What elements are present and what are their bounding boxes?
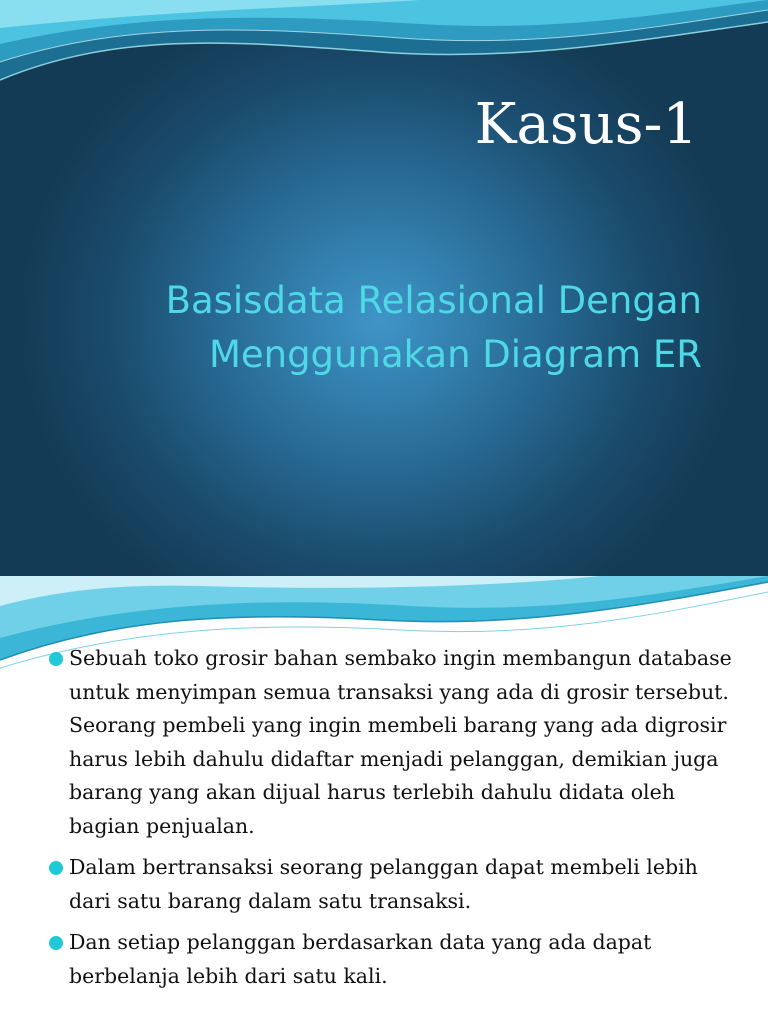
bullet-list — [46, 642, 736, 1001]
bullet-dot-icon — [49, 652, 63, 666]
bullet-text: Sebuah toko grosir bahan sembako ingin membangun database untuk menyimpan semua transaksi yang ada di grosir tersebut. Seorang pembeli yang ingin membeli barang yang ada digrosir harus lebih dahulu didaftar menjadi pelanggan, demikian juga barang yang akan dijual harus terlebih dahulu didata oleh bagian penjualan. — [69, 646, 732, 838]
bullet-text: Dalam bertransaksi seorang pelanggan dapat membeli lebih dari satu barang dalam satu transaksi. — [69, 855, 698, 913]
slide-subtitle — [22, 274, 702, 382]
subtitle-line-2: Menggunakan Diagram ER — [208, 333, 702, 376]
bullet-dot-icon — [49, 861, 63, 875]
bullet-item — [46, 642, 736, 843]
bullet-item — [46, 926, 736, 993]
bullet-dot-icon — [49, 936, 63, 950]
slide-title-text: Kasus-1 — [474, 92, 698, 157]
subtitle-line-1: Basisdata Relasional Dengan — [165, 279, 702, 322]
bullet-text: Dan setiap pelanggan berdasarkan data yang ada dapat berbelanja lebih dari satu kali. — [69, 930, 652, 988]
bullet-item — [46, 851, 736, 918]
slide-content — [0, 576, 768, 1024]
